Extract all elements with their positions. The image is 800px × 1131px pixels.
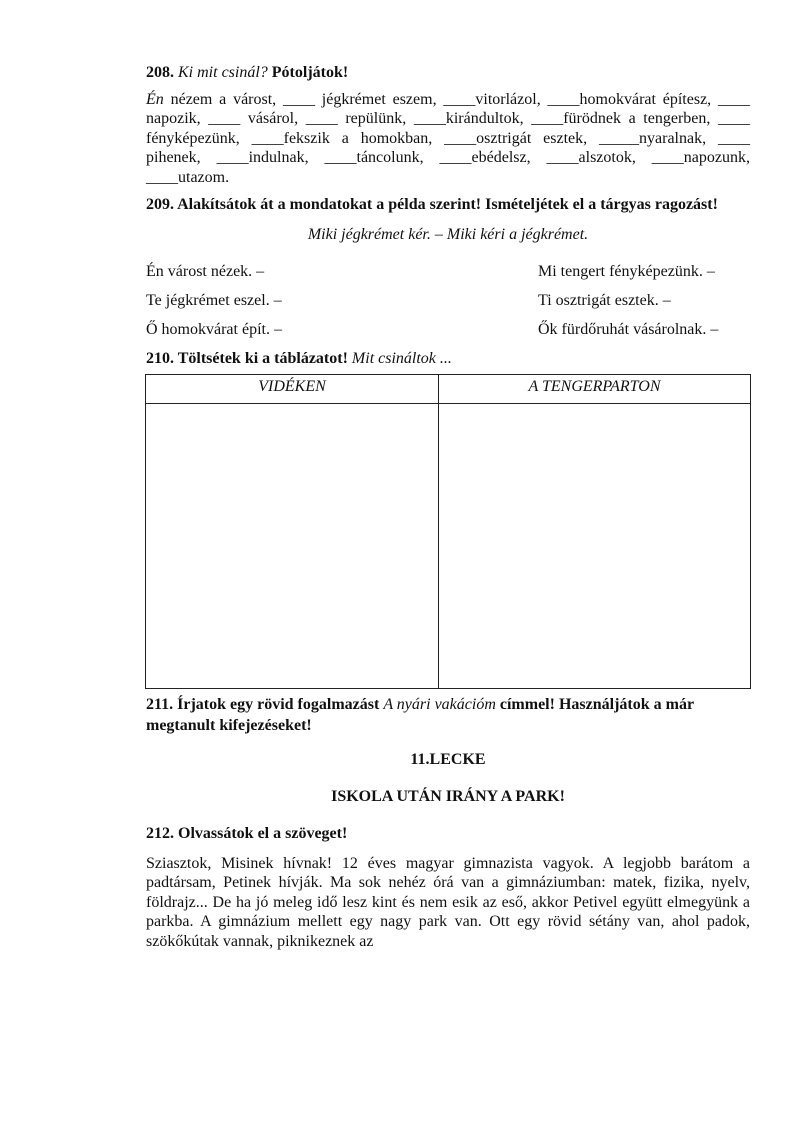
exercise-212 [146,823,750,951]
exercise-209-example: Miki jégkrémet kér. – Miki kéri a jégkrémet. [307,226,589,244]
exercise-question: Ki mit csinál? [178,64,268,81]
exercise-211-heading [146,694,750,736]
exercise-209-sentences [146,261,750,340]
exercise-211-instruction: 211. Írjatok egy rövid fogalmazást [146,696,384,714]
exercise-208-text-rest: nézem a várost, ____ jégkrémet eszem, ____vitorlázol, ____homokvárat építesz, ____ napozik, ____ vásárol, ____ repülünk, ____kirándultok, ____fürödnek a tengerben, ____ fényképezünk, ____fekszik a homokban, ____osztrigát esztek, _____nyaralnak, ____ pihenek, ____indulnak, ____táncolunk, ____ebédelsz, ____alszotok, ____napozunk, ____utazom. [146,91,750,186]
exercise-212-heading: 212. Olvassátok el a szöveget! [146,825,348,843]
sentence-item: Ők fürdőruhát vásárolnak. – [538,321,719,339]
exercise-208-text [146,90,750,187]
exercise-210-instruction: 210. Töltsétek ki a táblázatot! [146,350,352,368]
exercise-208 [146,62,750,187]
table-header-seaside: A TENGERPARTON [439,375,751,404]
sentence-item: Te jégkrémet eszel. – [146,292,282,310]
table-cell-countryside[interactable] [146,404,439,689]
exercise-209 [146,194,750,340]
lesson-title: ISKOLA UTÁN IRÁNY A PARK! [331,788,565,806]
exercise-208-text-start: Én [146,91,164,108]
exercise-210-heading [146,348,750,369]
exercise-211 [146,694,750,736]
essay-title: A nyári vakációm [383,696,496,714]
lesson-number: 11.LECKE [410,751,486,769]
sentence-item: Ő homokvárat épít. – [146,321,282,339]
exercise-number: 208. [146,64,178,81]
sentence-item: Mi tengert fényképezünk. – [538,263,715,281]
exercise-210-question: Mit csináltok ... [351,350,452,368]
table-cell-seaside[interactable] [439,404,751,689]
exercise-211-instruction-end: címmel! Használjátok a már megtanult kifejezéseket! [146,696,694,735]
worksheet-page [146,62,750,951]
exercise-212-text: Sziasztok, Misinek hívnak! 12 éves magyar gimnazista vagyok. A legjobb barátom a padtársam, Petinek hívják. Ma sok nehéz órá van a gimnáziumban: matek, fizika, nyelv, földrajz... De ha jó meleg idő lesz kint és nem esik az eső, akkor Petivel együtt elmegyünk a parkba. A gimnázium mellett egy nagy park van. Ott egy rövid sétány van, ahol padok, szökőkútak vannak, piknikeznek az [146,855,750,950]
sentence-item: Én várost nézek. – [146,263,265,281]
exercise-instruction: Pótoljátok! [267,64,349,81]
activity-table [145,374,751,689]
exercise-208-heading [146,62,750,83]
sentence-item: Ti osztrigát esztek. – [538,292,671,310]
exercise-210 [146,348,750,689]
table-header-countryside: VIDÉKEN [146,375,439,404]
exercise-209-heading: 209. Alakítsátok át a mondatokat a példa szerint! Ismételjétek el a tárgyas ragozást! [146,196,718,214]
